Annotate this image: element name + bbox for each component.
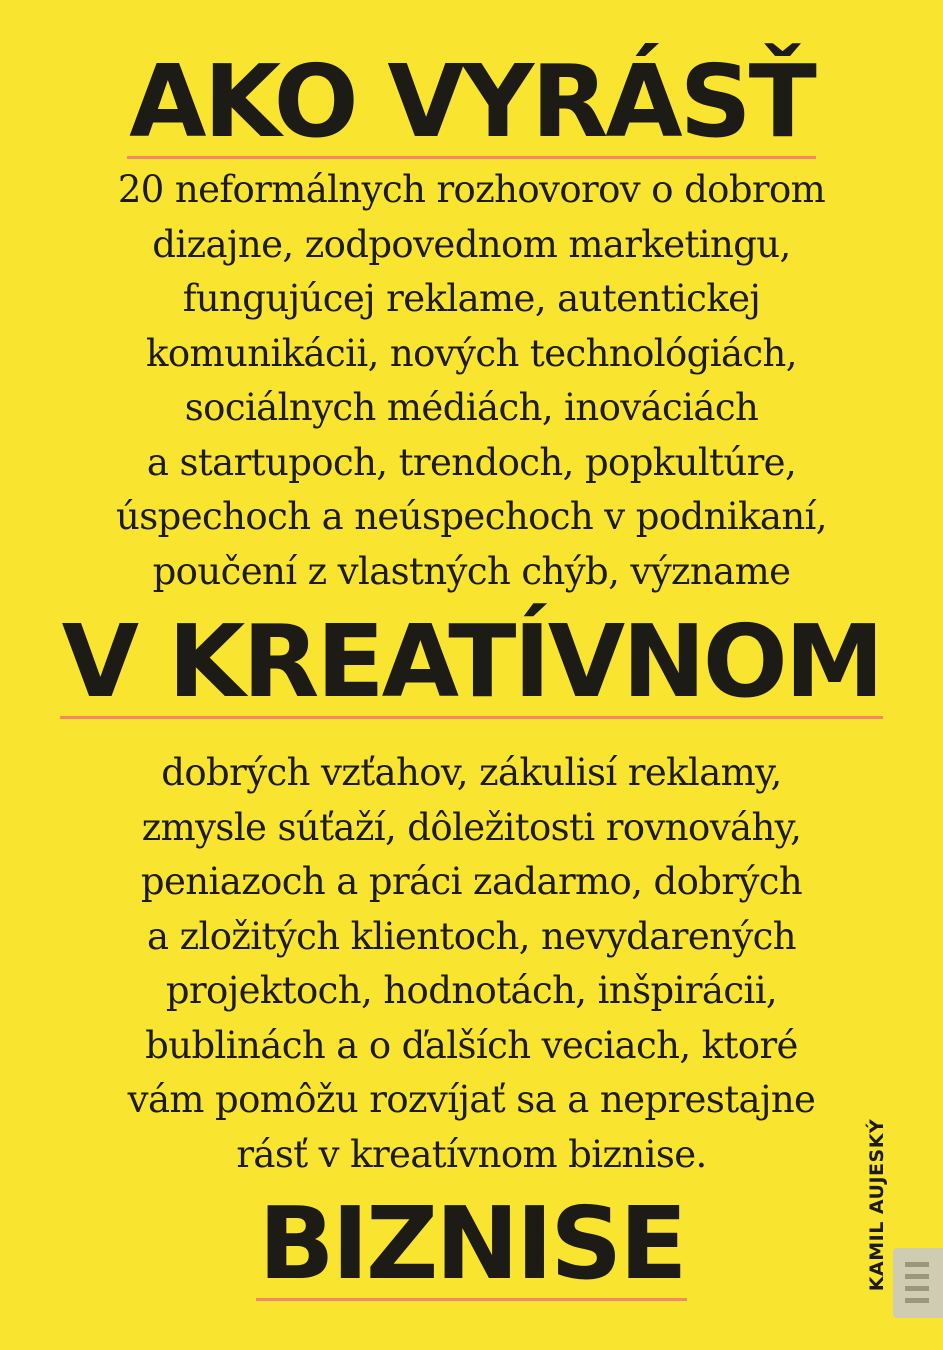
description-line: projektoch, hodnotách, inšpirácii,: [165, 969, 778, 1012]
author-name: [857, 1100, 897, 1310]
books-icon-bar: [905, 1286, 929, 1291]
title-line-2: [0, 603, 943, 720]
description-line: rásť v kreatívnom biznise.: [236, 1132, 707, 1176]
title-line-3-text: BIZNISE: [258, 1185, 685, 1302]
description-line: peniazoch a práci zadarmo, dobrých: [140, 860, 803, 903]
description-line: dizajne, zodpovednom marketingu,: [152, 222, 791, 266]
description-line: a zložitých klientoch, nevydarených: [146, 914, 796, 958]
description-line: komunikácii, nových technológiách,: [146, 331, 797, 375]
description-line: 20 neformálnych rozhovorov o dobrom: [117, 168, 826, 211]
description-paragraph-2: [40, 746, 903, 1182]
description-line: sociálnych médiách, inováciách: [184, 386, 759, 429]
author-name-text: KAMIL AUJESKÝ: [866, 1118, 888, 1292]
description-line: a startupoch, trendoch, popkultúre,: [146, 440, 797, 484]
description-line: vám pomôžu rozvíjať sa a neprestajne: [127, 1078, 816, 1121]
books-icon-bar: [905, 1298, 929, 1303]
description-line: úspechoch a neúspechoch v podnikaní,: [116, 495, 827, 538]
title-line-3: [0, 1185, 943, 1302]
books-icon-bar: [905, 1262, 929, 1267]
title-line-1: [0, 43, 943, 160]
description-paragraph-1: [40, 163, 903, 599]
description-line: zmysle súťaží, dôležitosti rovnováhy,: [141, 805, 802, 849]
title-line-1-text: AKO VYRÁSŤ: [129, 43, 814, 160]
title-line-2-text: V KREATÍVNOM: [61, 603, 882, 720]
description-line: bublinách a o ďalších veciach, ktoré: [145, 1023, 798, 1067]
description-line: poučení z vlastných chýb, význame: [152, 549, 791, 593]
description-line: fungujúcej reklame, autentickej: [182, 277, 761, 320]
books-icon: [893, 1248, 943, 1318]
description-line: dobrých vzťahov, zákulisí reklamy,: [161, 751, 782, 794]
books-icon-bar: [905, 1274, 929, 1279]
